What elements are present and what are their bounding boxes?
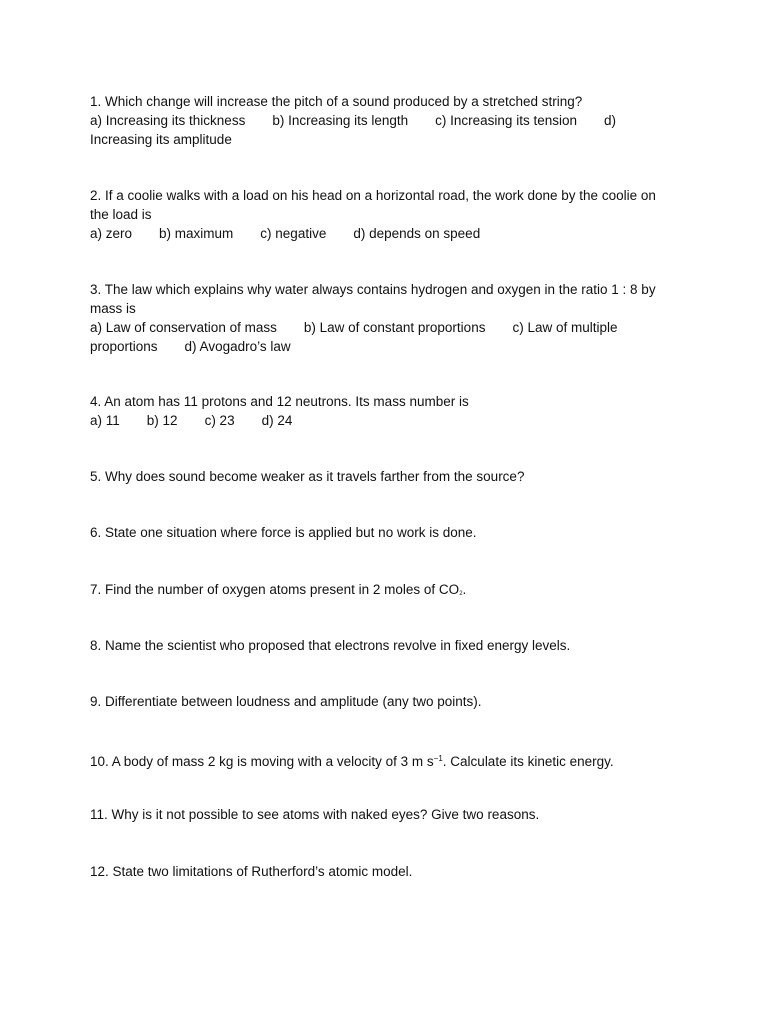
question-10	[90, 749, 680, 771]
option-c: c) negative	[260, 226, 327, 241]
question-6	[90, 523, 680, 542]
question-9-text: 9. Differentiate between loudness and amplitude (any two points).	[90, 694, 482, 709]
question-11-text: 11. Why is it not possible to see atoms with naked eyes? Give two reasons.	[90, 807, 540, 822]
question-1-text: 1. Which change will increase the pitch of a sound produced by a stretched string?	[90, 94, 583, 109]
subscript-2: 2	[459, 591, 463, 597]
question-3-text-line2: mass is	[90, 301, 136, 316]
question-7	[90, 580, 680, 604]
option-d-marker: d)	[603, 113, 616, 128]
option-b: b) 12	[146, 413, 178, 428]
option-d: d) Avogadro’s law	[184, 339, 291, 354]
question-7-text	[90, 580, 680, 604]
question-5-text: 5. Why does sound become weaker as it travels farther from the source?	[90, 469, 525, 484]
option-a: a) 11	[90, 413, 120, 428]
option-b: b) Law of constant proportions	[303, 320, 486, 335]
option-d: d) depends on speed	[353, 226, 481, 241]
question-5	[90, 467, 680, 486]
option-d: d) 24	[261, 413, 293, 428]
option-c-part1: c) Law of multiple	[512, 320, 618, 335]
option-d-text: Increasing its amplitude	[90, 132, 232, 147]
option-a: a) Law of conservation of mass	[90, 320, 277, 335]
option-c-part2: proportions	[90, 339, 158, 354]
question-3-text-line1: 3. The law which explains why water always contains hydrogen and oxygen in the ratio 1 : 8 by	[90, 282, 656, 297]
question-7-text-end: .	[462, 582, 467, 597]
question-7-text-main: 7. Find the number of oxygen atoms present in 2 moles of CO	[90, 582, 460, 597]
question-3-options	[90, 318, 680, 337]
question-10-text-end: . Calculate its kinetic energy.	[442, 754, 614, 769]
option-c: c) 23	[204, 413, 235, 428]
question-2-text-line1: 2. If a coolie walks with a load on his head on a horizontal road, the work done by the coolie on	[90, 188, 656, 203]
question-10-text-main: 10. A body of mass 2 kg is moving with a velocity of 3 m s	[90, 754, 434, 769]
option-a: a) Increasing its thickness	[90, 113, 246, 128]
question-4-text: 4. An atom has 11 protons and 12 neutrons. Its mass number is	[90, 394, 469, 409]
question-12-text: 12. State two limitations of Rutherford’s atomic model.	[90, 864, 413, 879]
superscript-minus-one: −1	[433, 754, 443, 763]
question-10-text	[90, 749, 680, 771]
question-1-options	[90, 111, 680, 130]
question-2	[90, 186, 680, 243]
question-6-text: 6. State one situation where force is applied but no work is done.	[90, 525, 477, 540]
question-3-options-cont	[90, 337, 680, 356]
question-2-text-line2: the load is	[90, 207, 152, 222]
question-11	[90, 805, 680, 824]
question-8	[90, 636, 680, 655]
question-12	[90, 862, 680, 881]
question-2-options	[90, 224, 680, 243]
option-b: b) maximum	[159, 226, 234, 241]
question-8-text: 8. Name the scientist who proposed that electrons revolve in fixed energy levels.	[90, 638, 571, 653]
question-4-options	[90, 411, 680, 430]
question-1	[90, 92, 680, 149]
question-3	[90, 280, 680, 356]
option-c: c) Increasing its tension	[435, 113, 577, 128]
option-a: a) zero	[90, 226, 133, 241]
question-4	[90, 392, 680, 430]
option-b: b) Increasing its length	[272, 113, 409, 128]
question-9	[90, 692, 680, 711]
